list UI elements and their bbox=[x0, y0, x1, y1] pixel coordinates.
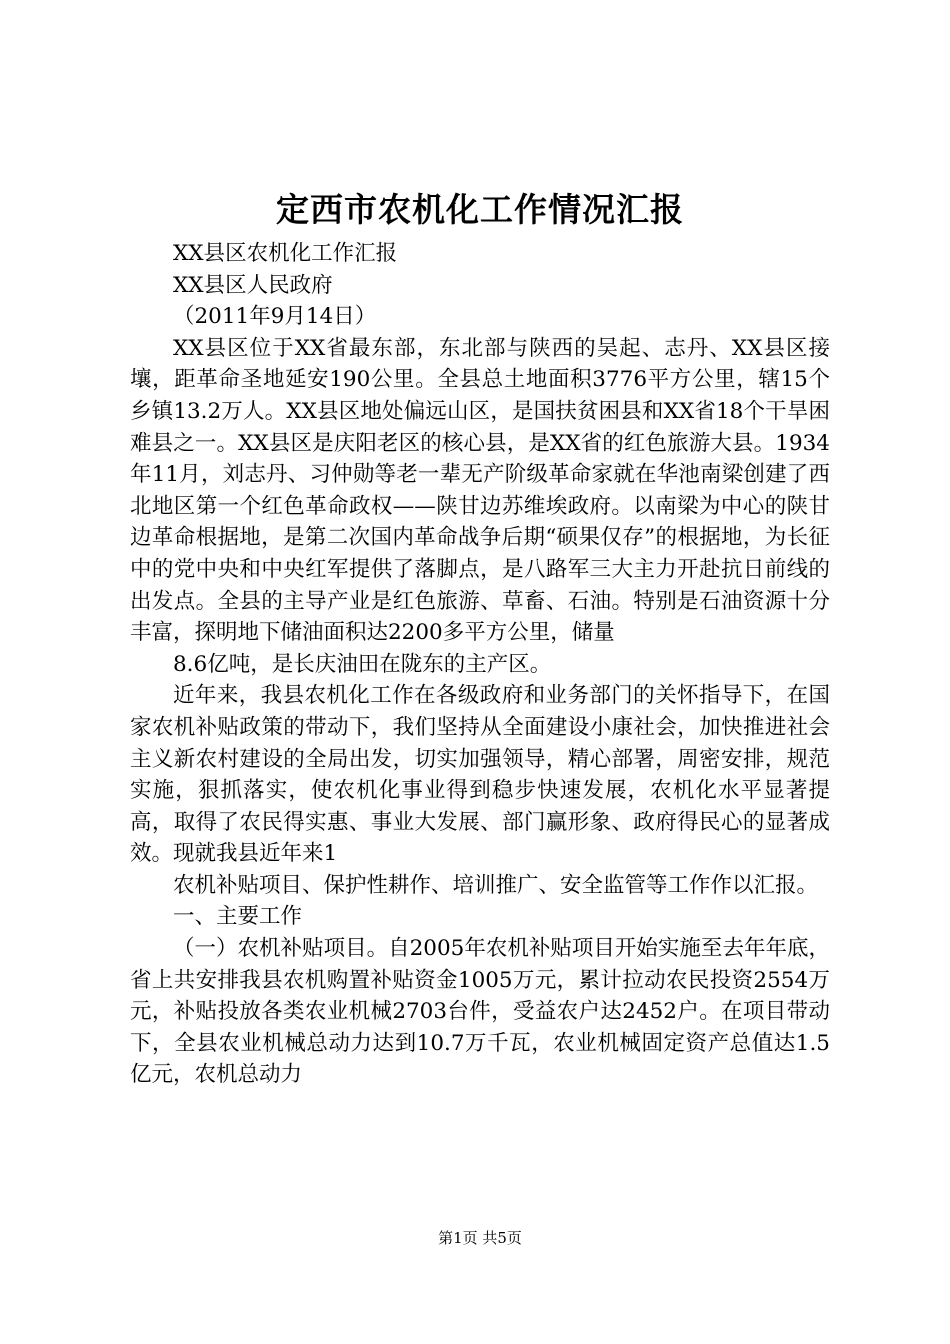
paragraph-report-name: XX县区农机化工作汇报 bbox=[173, 241, 398, 266]
paragraph-recent-years: 近年来，我县农机化工作在各级政府和业务部门的关怀指导下，在国家农机补贴政策的带动下，我们坚持从全面建设小康社会，加快推进社会主义新农村建设的全局出发，切实加强领导，精心部署，周密安排，规范实施，狠抓落实，使农机化事业得到稳步快速发展，农机化水平显著提高，取得了农民得实惠、事业大发展、部门赢形象、政府得民心的显著成效。现就我县近年来1 bbox=[130, 683, 830, 867]
paragraph-date: （2011年9月14日） bbox=[173, 304, 377, 330]
paragraph-report-scope: 农机补贴项目、保护性耕作、培训推广、安全监管等工作作以汇报。 bbox=[173, 872, 819, 898]
document-title: 定西市农机化工作情况汇报 bbox=[276, 190, 684, 229]
page-footer: 第1页 共5页 bbox=[438, 1229, 522, 1247]
paragraph-oil-reserve: 8.6亿吨，是长庆油田在陇东的主产区。 bbox=[173, 651, 552, 677]
document-page bbox=[130, 0, 830, 1344]
section-heading-main-work: 一、主要工作 bbox=[173, 904, 303, 930]
paragraph-issuer: XX县区人民政府 bbox=[173, 272, 333, 298]
paragraph-county-overview: XX县区位于XX省最东部，东北部与陕西的吴起、志丹、XX县区接壤，距革命圣地延安190公里。全县总土地面积3776平方公里，辖15个乡镇13.2万人。XX县区地处偏远山区，是国扶贫困县和XX省18个干旱困难县之一。XX县区是庆阳老区的核心县，是XX省的红色旅游大县。1934年11月，刘志丹、习仲勋等老一辈无产阶级革命家就在华池南梁创建了西北地区第一个红色革命政权——陕甘边苏维埃政府。以南梁为中心的陕甘边革命根据地，是第二次国内革命战争后期“硕果仅存”的根据地，为长征中的党中央和中央红军提供了落脚点，是八路军三大主力开赴抗日前线的出发点。全县的主导产业是红色旅游、草畜、石油。特别是石油资源十分丰富，探明地下储油面积达2200多平方公里，储量 bbox=[130, 335, 830, 646]
paragraph-subsidy-project: （一）农机补贴项目。自2005年农机补贴项目开始实施至去年年底，省上共安排我县农机购置补贴资金1005万元，累计拉动农民投资2554万元，补贴投放各类农业机械2703台件，受益农户达2452户。在项目带动下，全县农业机械总动力达到10.7万千瓦，农业机械固定资产总值达1.5亿元，农机总动力 bbox=[130, 936, 830, 1088]
document-body bbox=[130, 238, 830, 1091]
